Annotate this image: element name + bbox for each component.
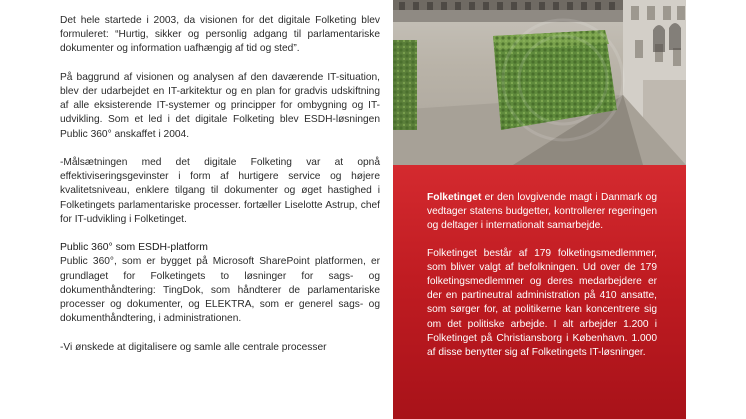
info-definition: er den lovgivende magt i Danmark og vedtager statens budgetter, kontrollerer regeringen og deltager i internationalt samarbejde. xyxy=(427,192,657,232)
info-paragraph-1 xyxy=(427,191,657,234)
sidebar xyxy=(393,0,686,419)
platform-paragraph: Public 360°, som er bygget på Microsoft SharePoint platformen, er grundlaget for Folketingets to løsninger for sags- og dokumenthåndtering: TingDok, som håndterer de parlamentariske processer og dokumenter, og ELEKTRA, som er generel sags- og dokumenthåndtering, i administrationen. xyxy=(60,256,380,325)
section-heading: Public 360° som ESDH-platform xyxy=(60,242,208,254)
photo-illustration xyxy=(393,0,686,165)
continued-paragraph: -Vi ønskede at digitalisere og samle alle centrale processer xyxy=(60,341,327,353)
info-box xyxy=(393,165,686,419)
intro-paragraph: Det hele startede i 2003, da visionen for det digitale Folketing blev formuleret: “Hurtig, sikker og personlig adgang til parlamentariske dokumenter og information uafhængig af tid og sted”. xyxy=(60,15,380,55)
background-paragraph: På baggrund af visionen og analysen af den daværende IT-situation, blev der udarbejdet en IT-arkitektur og en plan for gradvis udskiftning af alle eksisterende IT-systemer og principper for ombygning og IT-udvikling. Som et led i det digitale Folketing blev ESDH-løsningen Public 360° anskaffet i 2004. xyxy=(60,71,380,140)
christiansborg-photo xyxy=(393,0,686,165)
info-term: Folketinget xyxy=(427,192,482,203)
info-paragraph-2: Folketinget består af 179 folketingsmedlemmer, som bliver valgt af befolkningen. Ud over de 179 folketingsmedlemmer og deres medarbejdere er der en partineutral administration på 410 ansatte, som sørger for, at politikerne kan koncentrere sig om det politiske arbejde. I alt arbejder 1.200 i Folketinget på Christiansborg i København. 1.000 af disse benytter sig af Folketingets IT-løsninger. xyxy=(427,247,657,359)
article-text xyxy=(60,14,380,369)
quote-paragraph: -Målsætningen med det digitale Folketing var at opnå effektiviseringsgevinster i form af hurtigere service og højere kvalitetsniveau, enklere tilgang til dokumenter og øget hastighed i Folketingets parlamentariske processer. fortæller Liselotte Astrup, chef for IT-udvikling i Folketinget. xyxy=(60,157,380,225)
